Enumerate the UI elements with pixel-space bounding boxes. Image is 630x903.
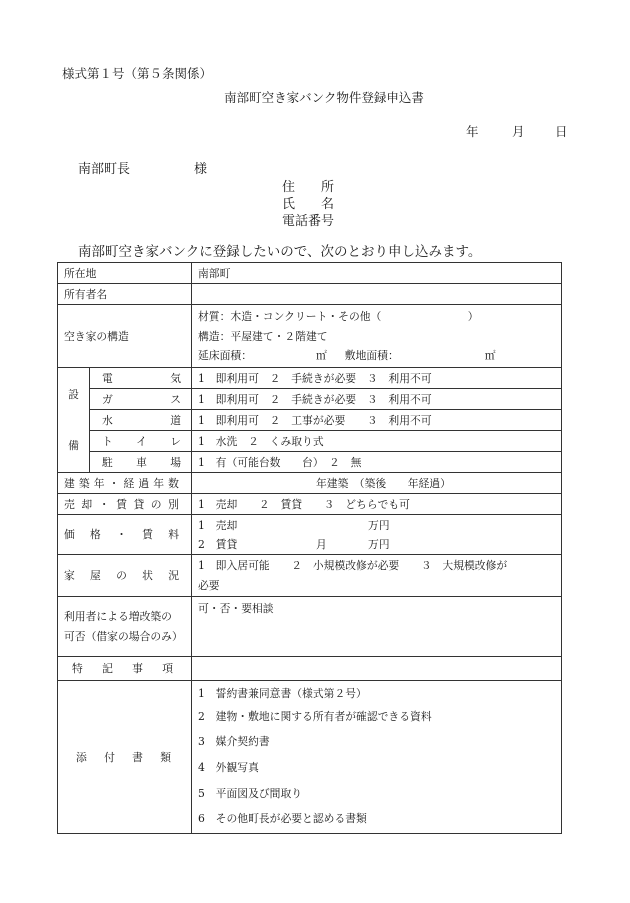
site-area-unit: ㎡ bbox=[484, 349, 496, 362]
row-attachments bbox=[58, 681, 562, 834]
age-label: 建 築 年 ・ 経 過 年 数 bbox=[58, 473, 192, 494]
water-value[interactable]: 1 即利用可 ２ 工事が必要 ３ 利用不可 bbox=[192, 410, 562, 431]
row-facility-toilet bbox=[58, 431, 562, 452]
age-value[interactable]: 年建築 （築後 年経過） bbox=[192, 473, 562, 494]
remarks-label: 特 記 事 項 bbox=[58, 657, 192, 681]
row-facility-gas bbox=[58, 389, 562, 410]
price-value[interactable] bbox=[192, 515, 562, 555]
row-facility-parking bbox=[58, 452, 562, 473]
structure-area bbox=[198, 346, 555, 365]
condition-value[interactable] bbox=[192, 555, 562, 597]
location-value[interactable]: 南部町 bbox=[192, 263, 562, 284]
attachment-item: 2 建物・敷地に関する所有者が確認できる資料 bbox=[198, 710, 432, 723]
form-number-label: 様式第１号（第５条関係） bbox=[62, 66, 213, 81]
water-label: 水 道 bbox=[90, 410, 192, 431]
structure-label: 空き家の構造 bbox=[58, 305, 192, 368]
attachments-value[interactable] bbox=[192, 681, 562, 834]
applicant-address-label: 住 所 bbox=[282, 180, 335, 195]
addressee-honorific: 様 bbox=[194, 162, 208, 177]
intro-sentence: 南部町空き家バンクに登録したいので、次のとおり申し込みます。 bbox=[78, 244, 482, 260]
row-price bbox=[58, 515, 562, 555]
owner-value[interactable] bbox=[192, 284, 562, 305]
toilet-label: ト イ レ bbox=[90, 431, 192, 452]
sale-type-label: 売 却 ・ 賃 貸 の 別 bbox=[58, 494, 192, 515]
condition-label: 家 屋 の 状 況 bbox=[58, 555, 192, 597]
structure-value[interactable] bbox=[192, 305, 562, 368]
row-renovation bbox=[58, 597, 562, 657]
attachments-label: 添 付 書 類 bbox=[58, 681, 192, 834]
floor-area-label: 延床面積： bbox=[198, 349, 252, 362]
site-area-label: 敷地面積： bbox=[344, 349, 399, 362]
price-label: 価 格 ・ 賃 料 bbox=[58, 515, 192, 555]
attachment-item: 5 平面図及び間取り bbox=[198, 787, 303, 800]
row-location bbox=[58, 263, 562, 284]
row-structure bbox=[58, 305, 562, 368]
owner-label: 所有者名 bbox=[58, 284, 192, 305]
structure-build: 構造：平屋建て・２階建て bbox=[198, 330, 328, 343]
price-sale-line: 1 売却 万円 bbox=[198, 518, 390, 532]
renovation-value[interactable]: 可・否・要相談 bbox=[192, 597, 562, 657]
attachment-item: 1 誓約書兼同意書（様式第２号） bbox=[198, 687, 367, 700]
parking-label: 駐 車 場 bbox=[90, 452, 192, 473]
row-age bbox=[58, 473, 562, 494]
row-condition bbox=[58, 555, 562, 597]
electricity-label: 電 気 bbox=[90, 368, 192, 389]
addressee-name: 南部町長 bbox=[78, 162, 131, 177]
document-title: 南部町空き家バンク物件登録申込書 bbox=[224, 90, 424, 105]
gas-value[interactable]: 1 即利用可 ２ 手続きが必要 ３ 利用不可 bbox=[192, 389, 562, 410]
floor-area-unit: ㎡ bbox=[316, 349, 327, 362]
renovation-label: 利用者による増改築の 可否（借家の場合のみ） bbox=[58, 597, 192, 657]
row-facility-water bbox=[58, 410, 562, 431]
date-month: 月 bbox=[512, 124, 525, 139]
row-sale-type bbox=[58, 494, 562, 515]
applicant-name-label: 氏 名 bbox=[282, 197, 335, 212]
facilities-group-bottom: 備 bbox=[68, 439, 79, 452]
location-label: 所在地 bbox=[58, 263, 192, 284]
condition-line-2: 必要 bbox=[198, 578, 220, 592]
row-facility-electricity bbox=[58, 368, 562, 389]
electricity-value[interactable]: 1 即利用可 ２ 手続きが必要 ３ 利用不可 bbox=[192, 368, 562, 389]
applicant-phone-label: 電話番号 bbox=[282, 214, 335, 229]
attachment-item: 4 外観写真 bbox=[198, 761, 259, 774]
row-remarks bbox=[58, 657, 562, 681]
sale-type-value[interactable]: 1 売却 ２ 賃貸 ３ どちらでも可 bbox=[192, 494, 562, 515]
gas-label: ガ ス bbox=[90, 389, 192, 410]
toilet-value[interactable]: 1 水洗 ２ くみ取り式 bbox=[192, 431, 562, 452]
parking-value[interactable]: 1 有（可能台数 台） ２ 無 bbox=[192, 452, 562, 473]
date-day: 日 bbox=[555, 124, 568, 139]
condition-line-1: 1 即入居可能 ２ 小規模改修が必要 ３ 大規模改修が bbox=[198, 558, 508, 572]
date-year: 年 bbox=[466, 124, 479, 139]
attachment-item: 6 その他町長が必要と認める書類 bbox=[198, 812, 367, 825]
price-rent-line: 2 賃貸 月 万円 bbox=[198, 537, 390, 551]
attachment-item: 3 媒介契約書 bbox=[198, 735, 270, 748]
remarks-value[interactable] bbox=[192, 657, 562, 681]
facilities-group-top: 設 bbox=[68, 387, 79, 401]
structure-material: 材質：木造・コンクリート・その他（ ） bbox=[198, 310, 479, 323]
row-owner bbox=[58, 284, 562, 305]
registration-form-table bbox=[57, 262, 562, 834]
facilities-group-label bbox=[58, 368, 90, 473]
